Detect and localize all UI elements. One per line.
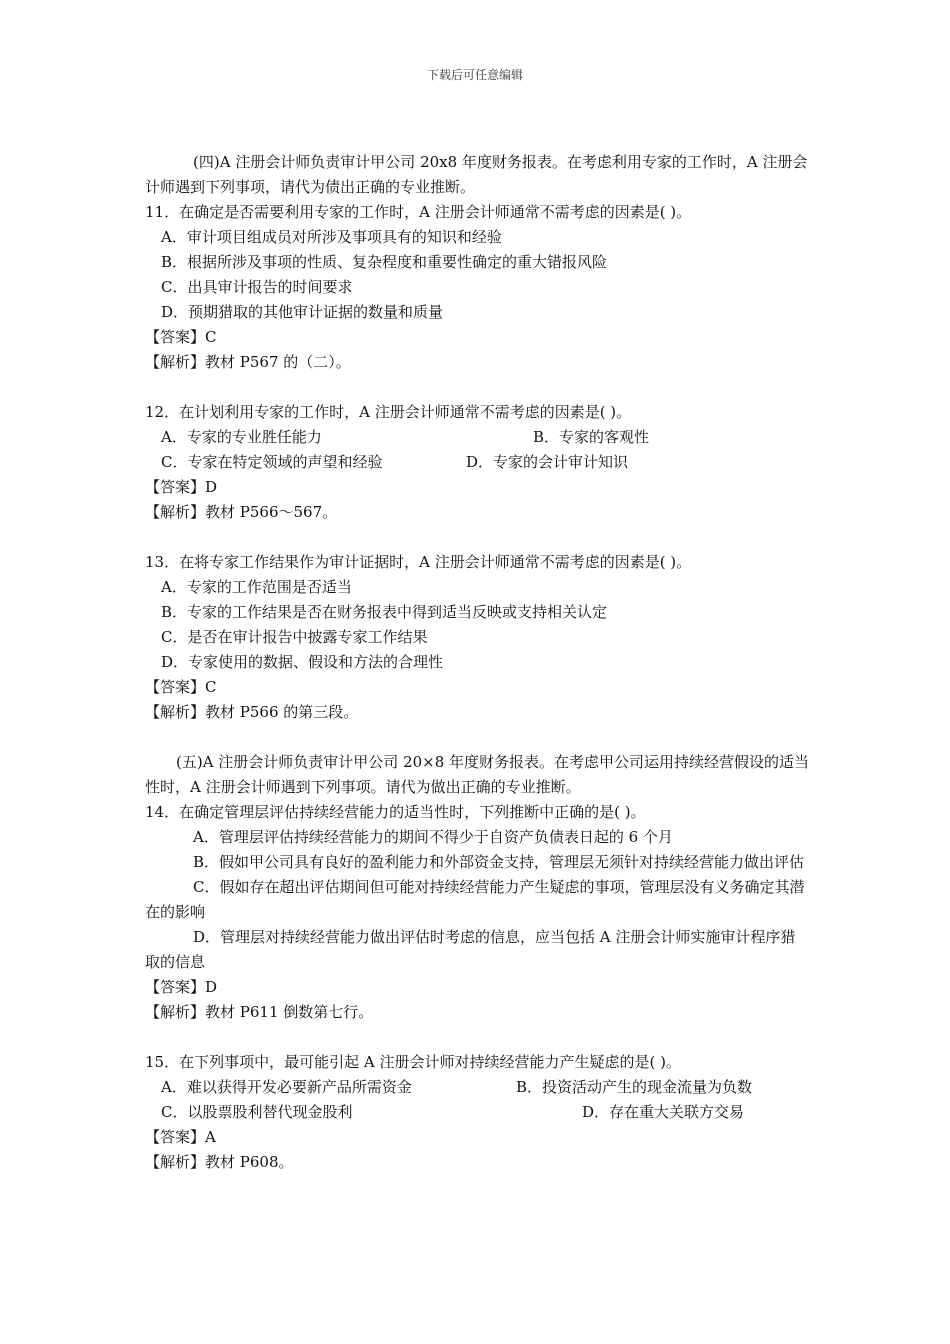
page-header: 下载后可任意编辑 [426,68,523,82]
q13-option-c: C．是否在审计报告中披露专家工作结果 [161,628,428,646]
q12-option-b: B．专家的客观性 [533,428,650,446]
q15-analysis: 【解析】教材 P608。 [145,1153,294,1171]
question-11: 11．在确定是否需要利用专家的工作时，A 注册会计师通常不需考虑的因素是( )。 [145,203,692,221]
q14-option-c: C．假如存在超出评估期间但可能对持续经营能力产生疑虑的事项，管理层没有义务确定其潜在的影响 [145,878,805,921]
question-12: 12．在计划利用专家的工作时，A 注册会计师通常不需考虑的因素是( )。 [145,403,632,421]
q14-option-b: B．假如甲公司具有良好的盈利能力和外部资金支持，管理层无须针对持续经营能力做出评估 [193,853,805,871]
spacer [145,525,810,550]
spacer [145,375,810,400]
q11-option-c: C．出具审计报告的时间要求 [161,278,353,296]
question-14: 14．在确定管理层评估持续经营能力的适当性时，下列推断中正确的是( )。 [145,803,646,821]
section-4-intro: (四)A 注册会计师负责审计甲公司 20x8 年度财务报表。在考虑利用专家的工作时，A 注册会计师遇到下列事项，请代为债出正确的专业推断。 [145,153,808,196]
document-body [145,150,810,1175]
spacer [145,725,810,750]
q11-option-d: D．预期猎取的其他审计证据的数量和质量 [161,303,444,321]
spacer [145,1025,810,1050]
q12-option-c: C．专家在特定领域的声望和经验 [161,453,383,471]
q12-answer: 【答案】D [145,478,218,496]
q12-options-row-1 [145,425,810,450]
q15-answer: 【答案】A [145,1128,216,1146]
q12-analysis: 【解析】教材 P566～567。 [145,503,338,521]
section-5-intro: (五)A 注册会计师负责审计甲公司 20×8 年度财务报表。在考虑甲公司运用持续经营假设的适当性时，A 注册会计师遇到下列事项。请代为做出正确的专业推断。 [145,753,810,796]
q15-option-a: A．难以获得开发必要新产品所需资金 [161,1078,412,1096]
q15-option-d: D．存在重大关联方交易 [582,1103,745,1121]
q13-option-b: B．专家的工作结果是否在财务报表中得到适当反映或支持相关认定 [161,603,608,621]
q13-analysis: 【解析】教材 P566 的第三段。 [145,703,359,721]
q14-analysis: 【解析】教材 P611 倒数第七行。 [145,1003,374,1021]
q12-option-a: A．专家的专业胜任能力 [161,428,322,446]
q11-option-a: A．审计项目组成员对所涉及事项具有的知识和经验 [161,228,502,246]
q13-option-d: D．专家使用的数据、假设和方法的合理性 [161,653,444,671]
q14-option-d: D．管理层对持续经营能力做出评估时考虑的信息，应当包括 A 注册会计师实施审计程序猎取的信息 [145,928,796,971]
q13-option-a: A．专家的工作范围是否适当 [161,578,352,596]
q12-options-row-2 [145,450,810,475]
q11-answer: 【答案】C [145,328,217,346]
q14-answer: 【答案】D [145,978,218,996]
q11-option-b: B．根据所涉及事项的性质、复杂程度和重要性确定的重大错报风险 [161,253,608,271]
q15-option-b: B．投资活动产生的现金流量为负数 [516,1078,753,1096]
q15-option-c: C．以股票股利替代现金股利 [161,1103,353,1121]
q15-options-row-2 [145,1100,810,1125]
question-13: 13．在将专家工作结果作为审计证据时，A 注册会计师通常不需考虑的因素是( )。 [145,553,692,571]
q11-analysis: 【解析】教材 P567 的（二）。 [145,353,351,371]
question-15: 15．在下列事项中，最可能引起 A 注册会计师对持续经营能力产生疑虑的是( )。 [145,1053,681,1071]
q14-option-a: A．管理层评估持续经营能力的期间不得少于自资产负债表日起的 6 个月 [193,828,673,846]
q12-option-d: D．专家的会计审计知识 [466,453,629,471]
q15-options-row-1 [145,1075,810,1100]
q13-answer: 【答案】C [145,678,217,696]
